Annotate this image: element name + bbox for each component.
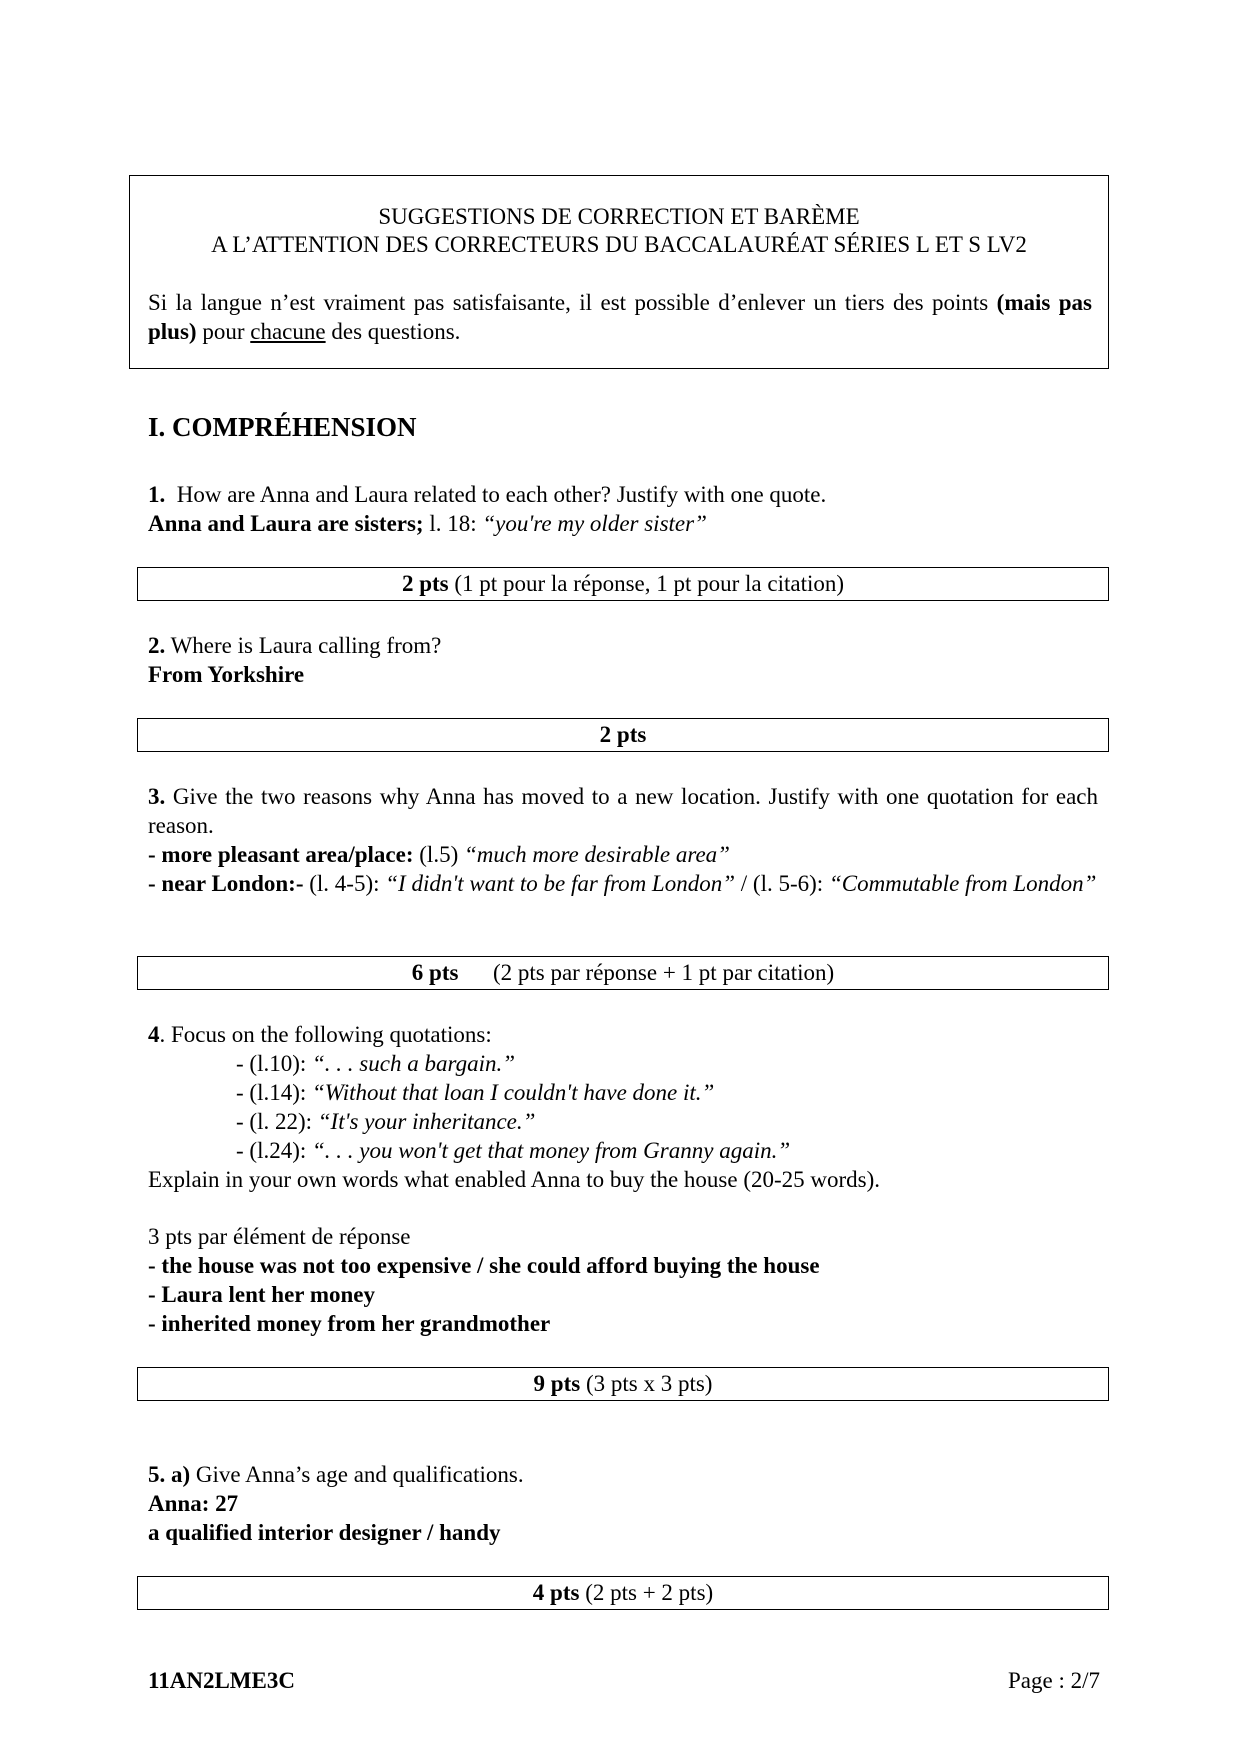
line-ref: - (l.10): bbox=[236, 1051, 313, 1076]
page-number: Page : 2/7 bbox=[1008, 1668, 1100, 1693]
quote: “I didn't want to be far from London” bbox=[385, 871, 736, 896]
quote: “much more desirable area” bbox=[463, 842, 730, 867]
line-ref: / (l. 5-6): bbox=[735, 871, 829, 896]
score-box-q2 bbox=[137, 718, 1109, 752]
document-code: 11AN2LME3C bbox=[148, 1668, 295, 1693]
score-points: 9 pts bbox=[533, 1371, 581, 1396]
score-box-q1 bbox=[137, 567, 1109, 601]
quotation-item bbox=[236, 1049, 515, 1078]
note-text: Si la langue n’est vraiment pas satisfaisante, il est possible d’enlever un tiers des points bbox=[148, 290, 997, 315]
score-points: 4 pts bbox=[532, 1580, 580, 1605]
question-4-instruction: Explain in your own words what enabled Anna to buy the house (20-25 words). bbox=[148, 1167, 881, 1192]
quote: “. . . you won't get that money from Granny again.” bbox=[312, 1138, 791, 1163]
score-box-q3 bbox=[137, 956, 1109, 990]
score-detail: (2 pts + 2 pts) bbox=[579, 1580, 714, 1605]
question-3 bbox=[148, 782, 1098, 840]
answer-text: Anna and Laura are sisters; bbox=[148, 511, 424, 536]
note-text-end: des questions. bbox=[325, 319, 461, 344]
answer-4-item: - Laura lent her money bbox=[148, 1282, 376, 1307]
score-box-q5 bbox=[137, 1576, 1109, 1610]
note-text-mid: pour bbox=[196, 319, 251, 344]
score-detail: (2 pts par réponse + 1 pt par citation) bbox=[492, 960, 835, 985]
question-number: 3. bbox=[148, 784, 166, 809]
quotation-item bbox=[236, 1078, 714, 1107]
question-5a bbox=[148, 1460, 524, 1489]
line-ref: - (l.14): bbox=[236, 1080, 313, 1105]
quote: “. . . such a bargain.” bbox=[312, 1051, 515, 1076]
question-text: Give the two reasons why Anna has moved to a new location. Justify with one quotation for each reason. bbox=[148, 784, 1098, 838]
question-number: 1. bbox=[148, 482, 166, 507]
question-text: . Focus on the following quotations: bbox=[159, 1022, 492, 1047]
note-bold: (mais pas plus) bbox=[148, 290, 1092, 344]
header-title-line2: A L’ATTENTION DES CORRECTEURS DU BACCALAURÉAT SÉRIES L ET S LV2 bbox=[211, 232, 1027, 257]
answer-text: - more pleasant area/place: bbox=[148, 842, 414, 867]
answer-1 bbox=[148, 509, 707, 538]
correction-header-box bbox=[129, 175, 1109, 369]
answer-3a bbox=[148, 840, 730, 869]
header-note bbox=[148, 288, 1092, 346]
quotation-item bbox=[236, 1136, 790, 1165]
score-points: 6 pts bbox=[411, 960, 459, 985]
answer-3b bbox=[148, 869, 1098, 898]
answer-4-item: - inherited money from her grandmother bbox=[148, 1311, 551, 1336]
line-ref: - (l.24): bbox=[236, 1138, 313, 1163]
quote: “Commutable from London” bbox=[828, 871, 1097, 896]
quote: “It's your inheritance.” bbox=[317, 1109, 536, 1134]
question-2 bbox=[148, 631, 441, 660]
header-title-line1: SUGGESTIONS DE CORRECTION ET BARÈME bbox=[378, 204, 860, 229]
quotation-item bbox=[236, 1107, 535, 1136]
section-title: I. COMPRÉHENSION bbox=[148, 412, 417, 442]
question-number: 2. bbox=[148, 633, 166, 658]
question-4 bbox=[148, 1020, 492, 1049]
score-points: 2 pts bbox=[599, 722, 647, 747]
question-number: 5. a) bbox=[148, 1462, 191, 1487]
score-detail: (1 pt pour la réponse, 1 pt pour la citation) bbox=[448, 571, 845, 596]
question-text: How are Anna and Laura related to each other? Justify with one quote. bbox=[176, 482, 827, 507]
answer-4-item: - the house was not too expensive / she could afford buying the house bbox=[148, 1253, 820, 1278]
answer-text: - near London:- bbox=[148, 871, 304, 896]
question-number: 4 bbox=[148, 1022, 160, 1047]
score-detail: (3 pts x 3 pts) bbox=[580, 1371, 713, 1396]
answer-5a-qualification: a qualified interior designer / handy bbox=[148, 1520, 501, 1545]
question-text: Where is Laura calling from? bbox=[165, 633, 442, 658]
line-ref: (l. 4-5): bbox=[303, 871, 386, 896]
scoring-note: 3 pts par élément de réponse bbox=[148, 1224, 411, 1249]
line-ref: - (l. 22): bbox=[236, 1109, 318, 1134]
score-points: 2 pts bbox=[401, 571, 449, 596]
answer-2: From Yorkshire bbox=[148, 662, 305, 687]
quote: “you're my older sister” bbox=[482, 511, 707, 536]
quote: “Without that loan I couldn't have done it.” bbox=[312, 1080, 715, 1105]
score-box-q4 bbox=[137, 1367, 1109, 1401]
note-underlined: chacune bbox=[250, 319, 326, 344]
question-text: Give Anna’s age and qualifications. bbox=[190, 1462, 524, 1487]
line-ref: l. 18: bbox=[423, 511, 483, 536]
question-1 bbox=[148, 480, 826, 509]
answer-5a-age: Anna: 27 bbox=[148, 1491, 239, 1516]
line-ref: (l.5) bbox=[413, 842, 464, 867]
